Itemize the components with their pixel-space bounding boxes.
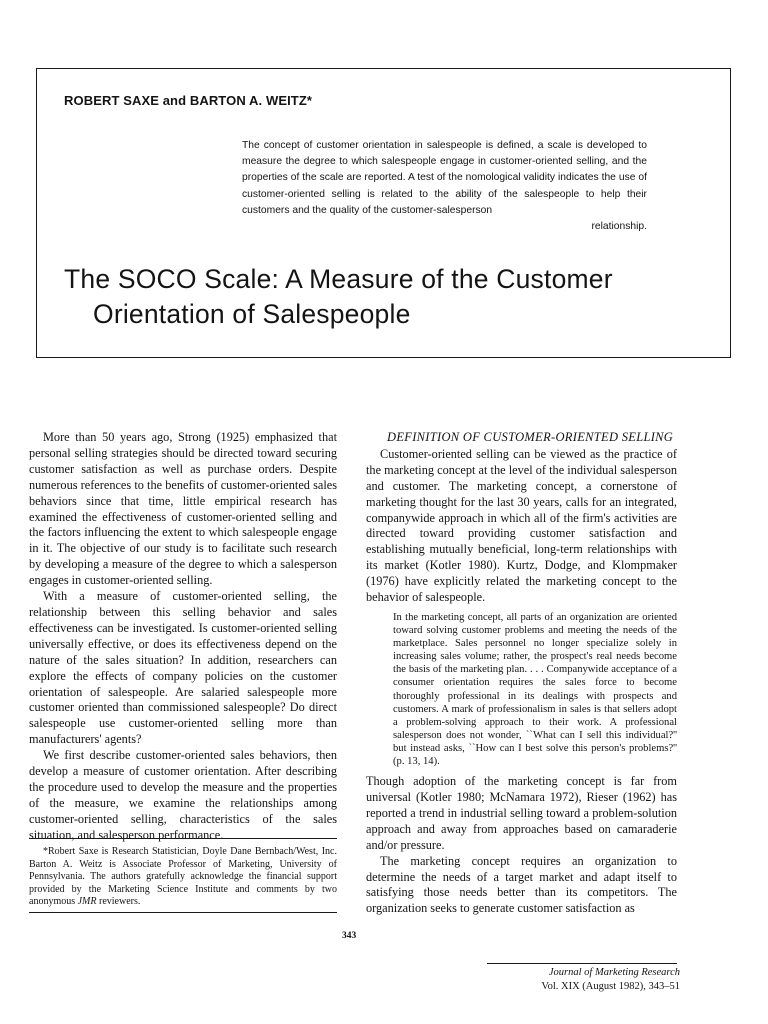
left-column bbox=[29, 430, 337, 844]
article-abstract bbox=[242, 138, 647, 235]
paragraph: More than 50 years ago, Strong (1925) emphasized that personal selling strategies should be directed toward securing customer satisfaction as well as purchase orders. Despite numerous references to the benefits of customer-oriented sales behaviors since that time, little empirical research has examined the effectiveness of customer-oriented selling and the factors influencing the extent to which salespeople engage in it. The objective of our study is to facilitate such research by developing a measure of the degree to which a salesperson engages in customer-oriented selling. bbox=[29, 430, 337, 588]
footnote-text-start: *Robert Saxe is Research Statistician, Doyle Dane Bernbach/West, Inc. Barton A. Weitz is Associate Professor of Marketing, University of Pennsylvania. The authors gratefully acknowledge the financial support provided by the Marketing Science Institute and comments by two anonymous bbox=[29, 846, 337, 908]
title-line-2: Orientation of Salespeople bbox=[93, 299, 411, 329]
footnote-bottom-rule bbox=[29, 912, 337, 913]
abstract-body: The concept of customer orientation in salespeople is defined, a scale is developed to measure the degree to which salespeople engage in customer-oriented selling, and the properties of the scale are reported. A test of the nomological validity indicates the use of customer-oriented selling is related to the ability of the salespeople to help their customers and the quality of the customer-salesperson bbox=[242, 140, 647, 216]
journal-name: Journal of Marketing Research bbox=[548, 967, 680, 978]
footnote-rule bbox=[29, 838, 337, 839]
paragraph: The marketing concept requires an organization to determine the needs of a target market and adapt itself to satisfying those needs better than its competitors. The organization seeks to generate customer satisfaction as bbox=[366, 853, 677, 916]
title-line-1: The SOCO Scale: A Measure of the Customer bbox=[64, 264, 613, 294]
footnote-journal-abbr: JMR bbox=[77, 896, 97, 908]
paragraph: Customer-oriented selling can be viewed as the practice of the marketing concept at the level of the individual salesperson and customer. The marketing concept, a cornerstone of marketing thought for the last 30 years, calls for an integrated, companywide approach in which all of the firm's activities are directed toward providing customer satisfaction and establishing mutually beneficial, long-term relationships with its market (Kotler 1980). Kurtz, Dodge, and Klompmaker (1976) have explicitly related the marketing concept to the behavior of salespeople. bbox=[366, 446, 677, 605]
footnote-text-end: reviewers. bbox=[96, 896, 141, 908]
journal-rule bbox=[487, 963, 677, 964]
paragraph: We first describe customer-oriented sales behaviors, then develop a measure of customer orientation. After describing the procedure used to develop the measure and the properties of the measure, we examine the relationships among customer-oriented selling, characteristics of the sales situation, and salesperson performance. bbox=[29, 748, 337, 842]
paragraph: Though adoption of the marketing concept is far from universal (Kotler 1980; McNamara 1972), Rieser (1962) has reported a trend in industrial selling toward a problem-solution approach and away from approaches based on camaraderie and/or pressure. bbox=[366, 774, 677, 852]
journal-volume: Vol. XIX (August 1982), 343–51 bbox=[541, 980, 680, 992]
footnote-text bbox=[29, 846, 337, 909]
section-heading: DEFINITION OF CUSTOMER-ORIENTED SELLING bbox=[387, 430, 674, 444]
page-number: 343 bbox=[342, 931, 357, 941]
article-authors: ROBERT SAXE and BARTON A. WEITZ* bbox=[64, 93, 313, 108]
journal-citation bbox=[541, 966, 680, 993]
block-quote: In the marketing concept, all parts of an organization are oriented toward solving customer problems and meeting the needs of the marketplace. Sales personnel no longer specialize solely in increasing sales volume; rather, the prospect's real needs become the basis of the marketing plan. . . . Companywide acceptance of a consumer orientation requires the sales force to become thoroughly professional in its dealings with prospects and customers. A mark of professionalism in sales is that sellers adopt a problem-solving approach to their work. A professional salesperson does not wonder, ``What can I sell this individual?'' but instead asks, ``How can I best solve this person's problems?'' (p. 13, 14). bbox=[393, 611, 677, 767]
author-footnote bbox=[29, 846, 337, 909]
abstract-last-word: relationship. bbox=[591, 221, 647, 233]
right-column bbox=[366, 430, 677, 917]
paragraph: With a measure of customer-oriented selling, the relationship between this selling behavior and sales effectiveness can be investigated. Is customer-oriented selling universally effective, or does its effectiveness depend on the nature of the sales situation? In addition, researchers can explore the effects of company policies on the customer orientation of salespeople. Are salaried salespeople more customer oriented than commissioned salespeople? Do direct salespeople use customer-oriented selling more than manufacturers' agents? bbox=[29, 589, 337, 747]
article-title bbox=[64, 262, 704, 332]
